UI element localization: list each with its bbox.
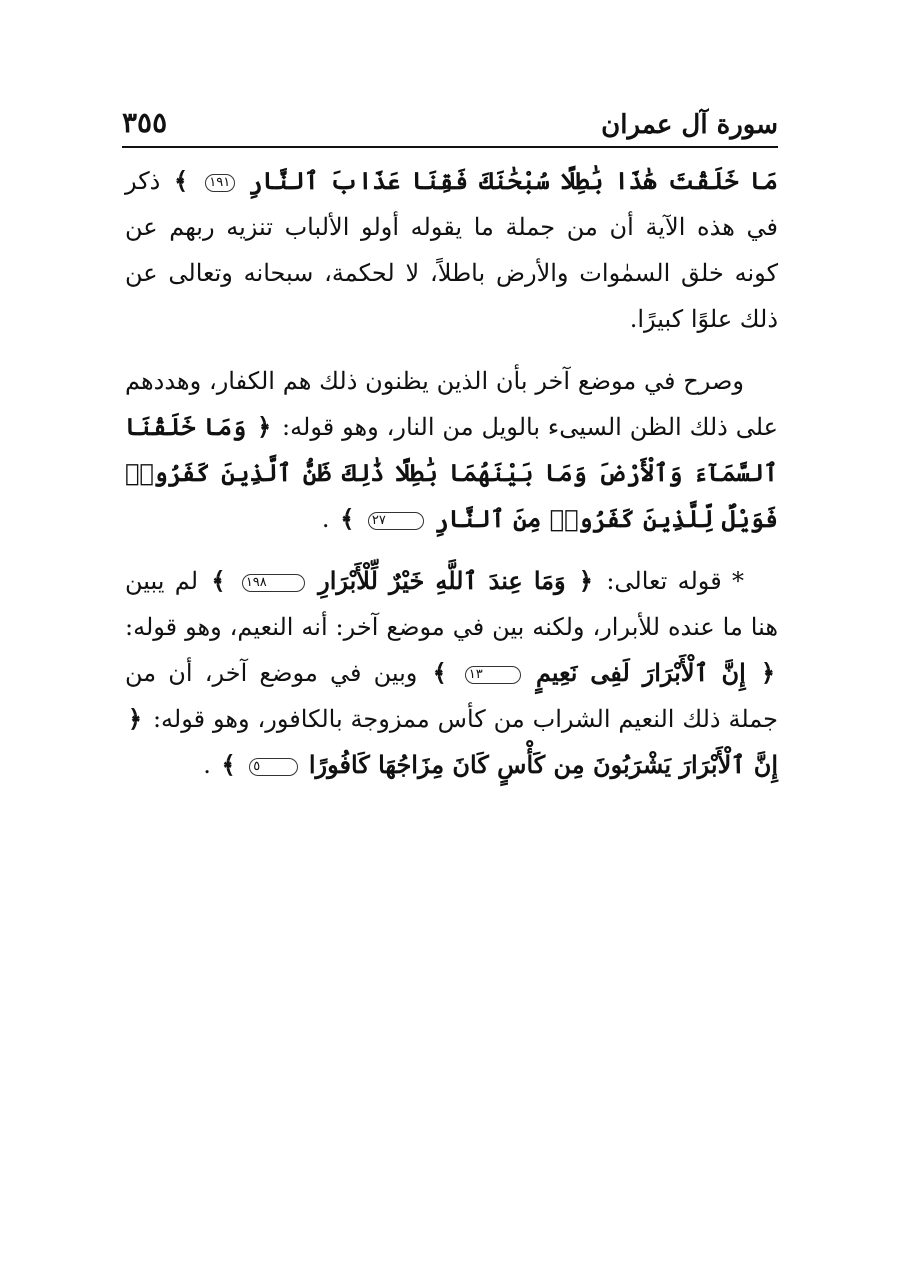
quran-verse: إِنَّ ٱلْأَبْرَارَ يَشْرَبُونَ مِن كَأْسٍ كَانَ مِزَاجُهَا كَافُورًا [308,750,778,779]
ornate-bracket-open: ﴿ [760,658,775,687]
paragraph [125,358,778,542]
quran-verse: مَا خَلَقْتَ هَٰذَا بَٰطِلًا سُبْحَٰنَكَ فَقِنَا عَذَابَ ٱلنَّارِ [248,166,778,195]
page-header [122,100,778,146]
ayah-number-marker: ٢٧ [368,512,424,530]
ornate-bracket-close: ﴾ [221,750,236,779]
quran-verse: وَمَا خَلَقْنَا ٱلسَّمَآءَ وَٱلْأَرْضَ وَمَا بَيْنَهُمَا بَٰطِلًا ذَٰلِكَ ظَنُّ ٱلَّذِينَ كَفَرُوا۟ فَوَيْلٌ لِّلَّذِينَ كَفَرُوا۟ مِنَ ٱلنَّارِ [125,412,778,533]
commentary-text: وصرح في موضع آخر بأن الذين يظنون ذلك هم الكفار، وهددهم على ذلك الظن السيىء بالويل من النار، وهو قوله: [125,367,778,441]
ornate-bracket-close: ﴾ [340,504,355,533]
ayah-number-marker: ١٣ [465,666,521,684]
commentary-text: ذكر في هذه الآية أن من جملة ما يقوله أولو الألباب تنزيه ربهم عن كونه خلق السمٰوات والأرض باطلاً، لا لحكمة، سبحانه وتعالى عن ذلك علوًا كبيرًا. [125,167,778,333]
ayah-number-marker: ١٩١ [205,174,235,192]
commentary-text: * قوله تعالى: [606,567,745,595]
ornate-bracket-open: ﴿ [128,704,143,733]
header-rule [122,146,778,148]
ornate-bracket-open: ﴿ [257,412,272,441]
ornate-bracket-open: ﴿ [578,566,593,595]
ornate-bracket-close: ﴾ [211,566,226,595]
paragraph [125,158,778,342]
page-number: ٣٥٥ [122,106,168,139]
ayah-number-marker: ١٩٨ [242,574,305,592]
commentary-text: لم يبين هنا ما عنده للأبرار، ولكنه بين في موضع آخر: أنه النعيم، وهو قوله: [125,567,778,641]
commentary-text: . [203,751,211,779]
quran-verse: إِنَّ ٱلْأَبْرَارَ لَفِى نَعِيمٍ [535,658,746,687]
surah-title: سورة آل عمران [601,110,778,140]
ayah-number-marker: ٥ [249,758,298,776]
commentary-text: وبين في موضع آخر، أن من جملة ذلك النعيم الشراب من كأس ممزوجة بالكافور، وهو قوله: [125,659,778,733]
quran-verse: وَمَا عِندَ ٱللَّهِ خَيْرٌ لِّلْأَبْرَارِ [318,566,566,595]
paragraph [125,558,778,788]
ornate-bracket-close: ﴾ [432,658,447,687]
commentary-text: . [321,505,330,533]
ornate-bracket-close: ﴾ [174,166,189,195]
page-body [125,158,778,804]
